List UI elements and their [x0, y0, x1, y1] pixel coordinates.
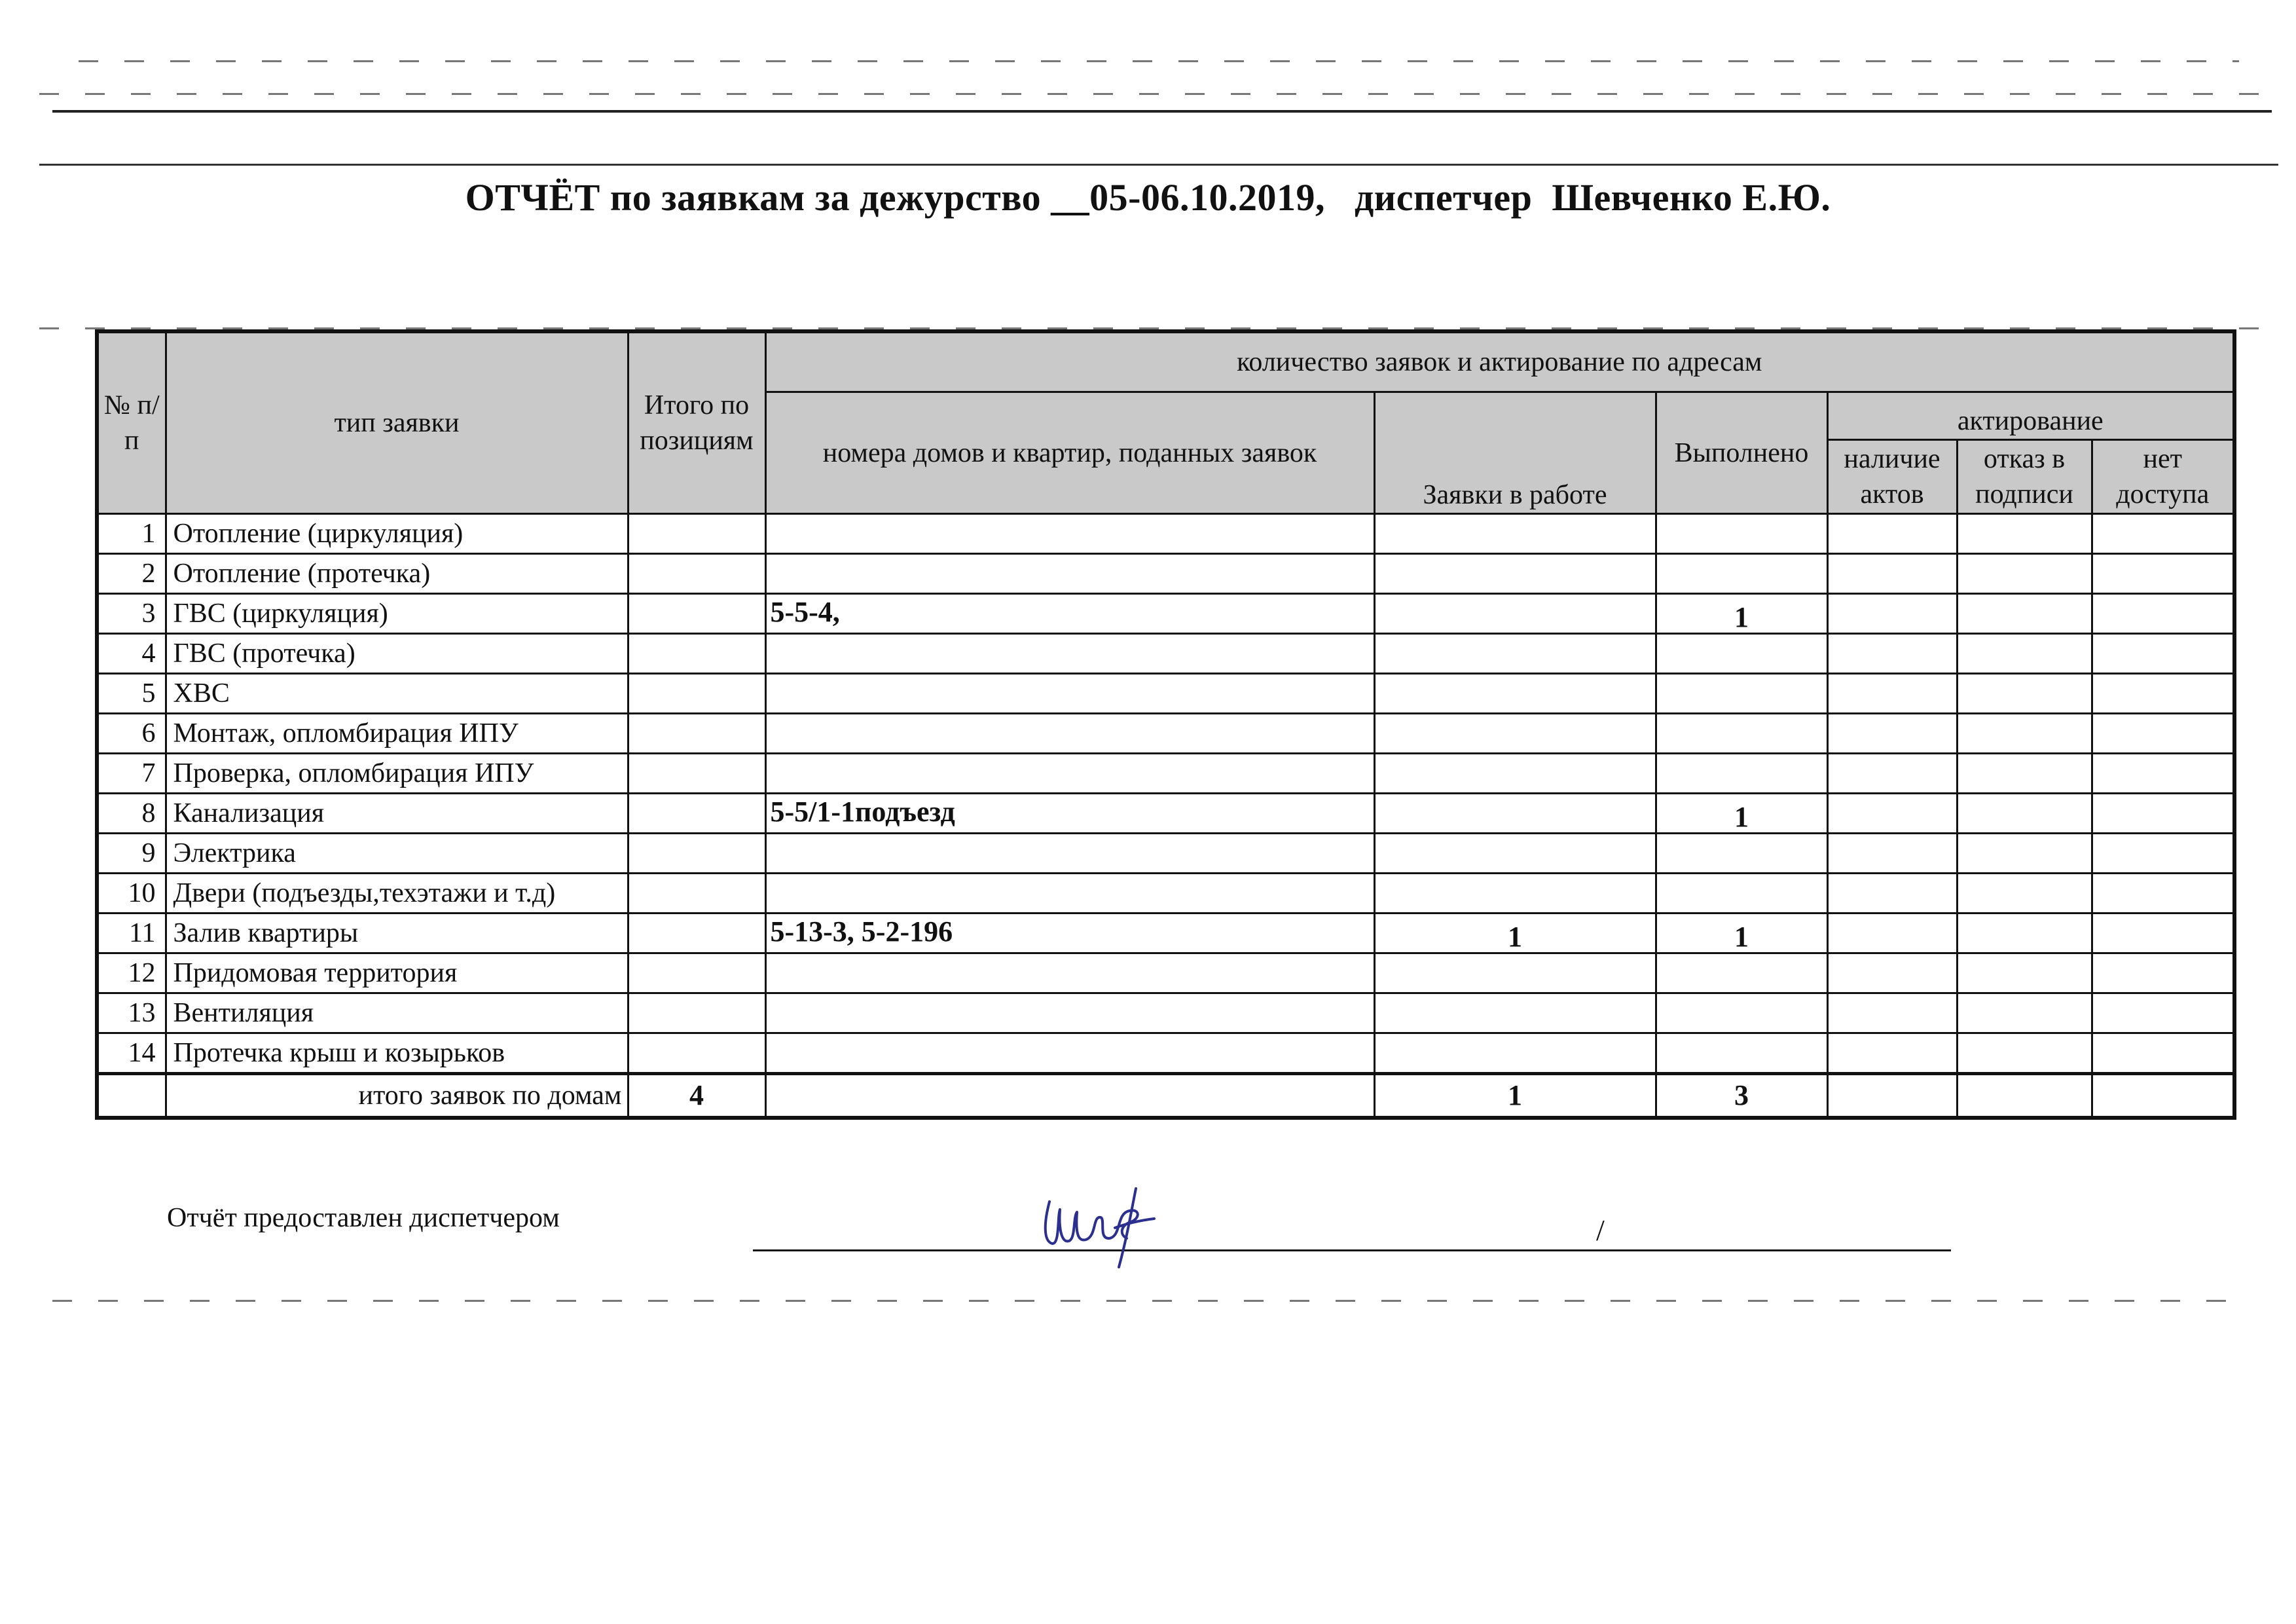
cell-in-work	[1374, 1033, 1656, 1074]
cell-num: 6	[97, 714, 166, 754]
cell-refusal	[1957, 554, 2092, 594]
cell-done	[1656, 874, 1827, 913]
cell-no-access	[2092, 674, 2234, 714]
cell-total	[628, 794, 765, 834]
cell-addresses	[765, 514, 1374, 554]
header-no-access: нет доступа	[2092, 440, 2234, 514]
cell-num: 7	[97, 754, 166, 794]
cell-done	[1656, 834, 1827, 874]
top-rule-1	[52, 110, 2272, 113]
cell-type: ГВС (циркуляция)	[166, 594, 628, 634]
cell-in-work	[1374, 993, 1656, 1033]
cell-num: 2	[97, 554, 166, 594]
cell-acts	[1827, 913, 1957, 953]
cell-num: 8	[97, 794, 166, 834]
cell-addresses	[765, 554, 1374, 594]
cell-done	[1656, 714, 1827, 754]
cell-done	[1656, 953, 1827, 993]
cell-refusal	[1957, 834, 2092, 874]
cell-type: Проверка, опломбирация ИПУ	[166, 754, 628, 794]
totals-no-access	[2092, 1074, 2234, 1118]
totals-in-work: 1	[1374, 1074, 1656, 1118]
cell-refusal	[1957, 714, 2092, 754]
cell-done: 1	[1656, 594, 1827, 634]
cell-in-work	[1374, 674, 1656, 714]
cell-no-access	[2092, 634, 2234, 674]
cell-acts	[1827, 714, 1957, 754]
bottom-dash-1	[52, 1300, 2246, 1302]
totals-refusal	[1957, 1074, 2092, 1118]
top-rule-2	[39, 164, 2278, 166]
cell-no-access	[2092, 794, 2234, 834]
cell-acts	[1827, 554, 1957, 594]
cell-no-access	[2092, 993, 2234, 1033]
cell-acts	[1827, 1033, 1957, 1074]
cell-addresses	[765, 754, 1374, 794]
header-acts-present: наличие актов	[1827, 440, 1957, 514]
report-title: ОТЧЁТ по заявкам за дежурство __05-06.10.2019, диспетчер Шевченко Е.Ю.	[465, 176, 1831, 219]
header-addresses: номера домов и квартир, поданных заявок	[765, 392, 1374, 514]
cell-refusal	[1957, 514, 2092, 554]
cell-refusal	[1957, 594, 2092, 634]
cell-total	[628, 674, 765, 714]
header-num: № п/п	[97, 331, 166, 514]
cell-done: 1	[1656, 794, 1827, 834]
cell-refusal	[1957, 754, 2092, 794]
cell-in-work	[1374, 794, 1656, 834]
cell-type: Электрика	[166, 834, 628, 874]
cell-addresses	[765, 674, 1374, 714]
cell-in-work	[1374, 634, 1656, 674]
header-done: Выполнено	[1656, 392, 1827, 514]
cell-type: Монтаж, опломбирация ИПУ	[166, 714, 628, 754]
cell-in-work	[1374, 834, 1656, 874]
cell-refusal	[1957, 674, 2092, 714]
cell-in-work	[1374, 754, 1656, 794]
cell-num: 14	[97, 1033, 166, 1074]
cell-num: 10	[97, 874, 166, 913]
cell-addresses	[765, 1033, 1374, 1074]
cell-no-access	[2092, 953, 2234, 993]
cell-acts	[1827, 874, 1957, 913]
header-act-group: актирование	[1827, 392, 2234, 440]
cell-done	[1656, 514, 1827, 554]
cell-done	[1656, 754, 1827, 794]
footer-label: Отчёт предоставлен диспетчером	[167, 1203, 560, 1233]
cell-num: 3	[97, 594, 166, 634]
totals-acts	[1827, 1074, 1957, 1118]
cell-refusal	[1957, 993, 2092, 1033]
cell-done	[1656, 1033, 1827, 1074]
totals-label: итого заявок по домам	[166, 1074, 628, 1118]
cell-total	[628, 714, 765, 754]
cell-no-access	[2092, 1033, 2234, 1074]
table-row	[97, 794, 2234, 834]
header-total-by-position: Итого по позициям	[628, 331, 765, 514]
cell-in-work: 1	[1374, 913, 1656, 953]
cell-acts	[1827, 514, 1957, 554]
cell-acts	[1827, 754, 1957, 794]
cell-addresses: 5-5/1-1подъезд	[765, 794, 1374, 834]
table-row	[97, 714, 2234, 754]
totals-done: 3	[1656, 1074, 1827, 1118]
table-row	[97, 594, 2234, 634]
cell-type: ХВС	[166, 674, 628, 714]
table-row	[97, 913, 2234, 953]
cell-acts	[1827, 993, 1957, 1033]
cell-type: Придомовая территория	[166, 953, 628, 993]
header-group: количество заявок и актирование по адресам	[765, 331, 2234, 392]
cell-num: 1	[97, 514, 166, 554]
cell-no-access	[2092, 754, 2234, 794]
cell-no-access	[2092, 554, 2234, 594]
table-row	[97, 554, 2234, 594]
cell-in-work	[1374, 874, 1656, 913]
cell-addresses	[765, 874, 1374, 913]
cell-acts	[1827, 674, 1957, 714]
totals-empty-num	[97, 1074, 166, 1118]
cell-total	[628, 834, 765, 874]
cell-refusal	[1957, 1033, 2092, 1074]
cell-refusal	[1957, 953, 2092, 993]
cell-in-work	[1374, 714, 1656, 754]
header-in-work: Заявки в работе	[1374, 392, 1656, 514]
cell-type: Протечка крыш и козырьков	[166, 1033, 628, 1074]
cell-done	[1656, 993, 1827, 1033]
totals-addresses	[765, 1074, 1374, 1118]
cell-no-access	[2092, 874, 2234, 913]
cell-total	[628, 1033, 765, 1074]
cell-done	[1656, 554, 1827, 594]
cell-acts	[1827, 953, 1957, 993]
table-row	[97, 1033, 2234, 1074]
cell-num: 9	[97, 834, 166, 874]
table-row	[97, 834, 2234, 874]
table-row	[97, 874, 2234, 913]
cell-refusal	[1957, 634, 2092, 674]
top-dash-1	[79, 60, 2239, 62]
cell-no-access	[2092, 514, 2234, 554]
cell-total	[628, 993, 765, 1033]
cell-total	[628, 594, 765, 634]
cell-total	[628, 514, 765, 554]
cell-done	[1656, 634, 1827, 674]
cell-addresses	[765, 634, 1374, 674]
cell-acts	[1827, 594, 1957, 634]
cell-acts	[1827, 794, 1957, 834]
cell-num: 13	[97, 993, 166, 1033]
cell-addresses	[765, 993, 1374, 1033]
signature-slash: /	[1596, 1213, 1605, 1247]
cell-no-access	[2092, 714, 2234, 754]
cell-no-access	[2092, 594, 2234, 634]
cell-total	[628, 913, 765, 953]
top-dash-2	[39, 93, 2265, 95]
table-row	[97, 634, 2234, 674]
table-row	[97, 674, 2234, 714]
totals-row	[97, 1074, 2234, 1118]
signature-line	[753, 1249, 1951, 1251]
cell-num: 11	[97, 913, 166, 953]
table-row	[97, 754, 2234, 794]
cell-in-work	[1374, 514, 1656, 554]
totals-total: 4	[628, 1074, 765, 1118]
table-body	[97, 514, 2234, 1074]
header-type: тип заявки	[166, 331, 628, 514]
cell-addresses: 5-5-4,	[765, 594, 1374, 634]
cell-total	[628, 554, 765, 594]
cell-type: Залив квартиры	[166, 913, 628, 953]
cell-addresses: 5-13-3, 5-2-196	[765, 913, 1374, 953]
cell-refusal	[1957, 913, 2092, 953]
cell-done: 1	[1656, 913, 1827, 953]
cell-num: 12	[97, 953, 166, 993]
report-table	[95, 329, 2236, 1120]
cell-refusal	[1957, 794, 2092, 834]
cell-type: Канализация	[166, 794, 628, 834]
cell-addresses	[765, 834, 1374, 874]
cell-num: 4	[97, 634, 166, 674]
cell-addresses	[765, 953, 1374, 993]
cell-type: Отопление (протечка)	[166, 554, 628, 594]
cell-num: 5	[97, 674, 166, 714]
cell-in-work	[1374, 554, 1656, 594]
cell-in-work	[1374, 594, 1656, 634]
cell-type: Отопление (циркуляция)	[166, 514, 628, 554]
cell-type: ГВС (протечка)	[166, 634, 628, 674]
cell-no-access	[2092, 913, 2234, 953]
cell-total	[628, 874, 765, 913]
cell-total	[628, 754, 765, 794]
cell-total	[628, 634, 765, 674]
table-row	[97, 514, 2234, 554]
cell-done	[1656, 674, 1827, 714]
signature-scribble	[1038, 1175, 1162, 1274]
table-row	[97, 953, 2234, 993]
cell-acts	[1827, 634, 1957, 674]
cell-addresses	[765, 714, 1374, 754]
cell-acts	[1827, 834, 1957, 874]
cell-total	[628, 953, 765, 993]
header-refusal-sign: отказ в подписи	[1957, 440, 2092, 514]
cell-type: Двери (подъезды,техэтажи и т.д)	[166, 874, 628, 913]
cell-type: Вентиляция	[166, 993, 628, 1033]
cell-in-work	[1374, 953, 1656, 993]
cell-refusal	[1957, 874, 2092, 913]
table-row	[97, 993, 2234, 1033]
cell-no-access	[2092, 834, 2234, 874]
